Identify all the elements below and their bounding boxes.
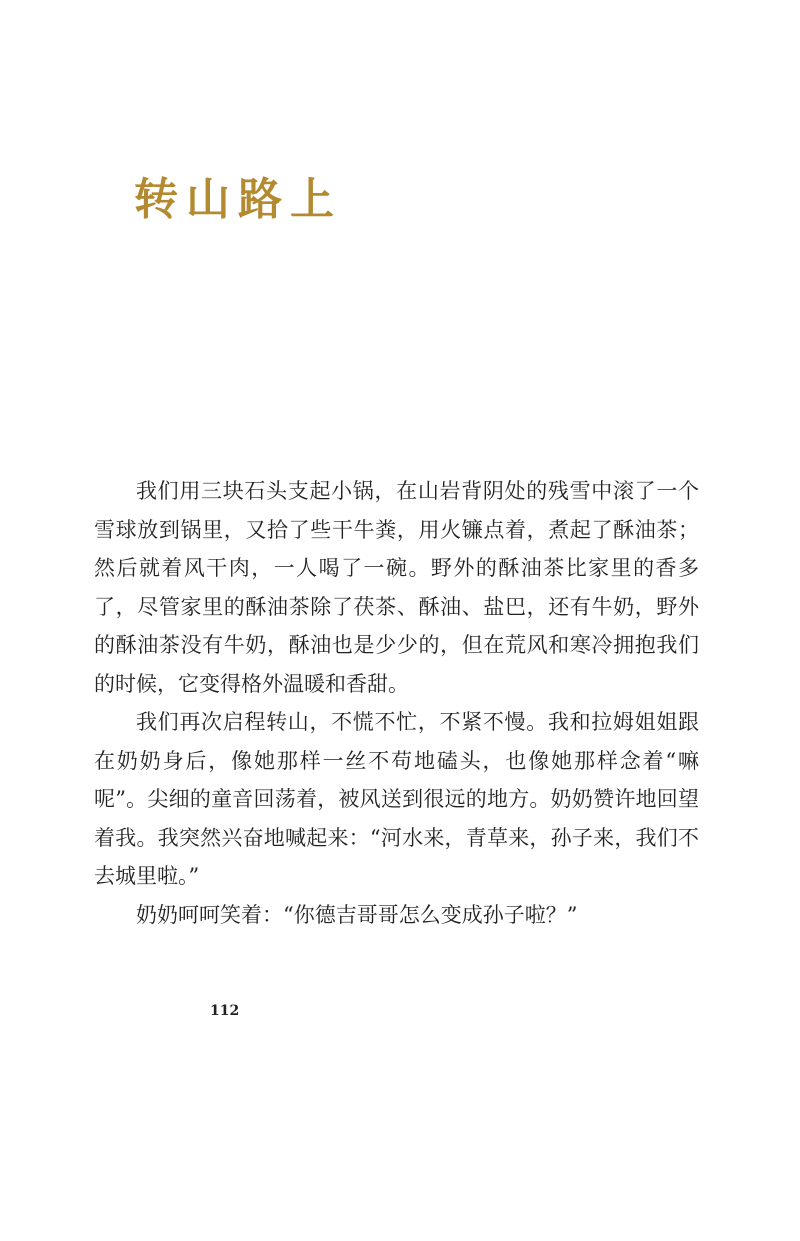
page-number: 112 — [210, 1003, 240, 1019]
body-text — [94, 472, 699, 934]
paragraph: 我们用三块石头支起小锅，在山岩背阴处的残雪中滚了一个雪球放到锅里，又拾了些干牛粪，用火镰点着，煮起了酥油茶；然后就着风干肉，一人喝了一碗。野外的酥油茶比家里的香多了，尽管家里的酥油茶除了茯茶、酥油、盐巴，还有牛奶，野外的酥油茶没有牛奶，酥油也是少少的，但在荒风和寒冷拥抱我们的时候，它变得格外温暖和香甜。 — [94, 479, 699, 696]
paragraph: 奶奶呵呵笑着：“你德吉哥哥怎么变成孙子啦？” — [136, 902, 578, 927]
paragraph: 我们再次启程转山，不慌不忙，不紧不慢。我和拉姆姐姐跟在奶奶身后，像她那样一丝不苟地磕头，也像她那样念着“嘛呢”。尖细的童音回荡着，被风送到很远的地方。奶奶赞许地回望着我。我突然兴奋地喊起来：“河水来，青草来，孙子来，我们不去城里啦。” — [94, 710, 699, 888]
chapter-title: 转山路上 — [134, 174, 342, 225]
